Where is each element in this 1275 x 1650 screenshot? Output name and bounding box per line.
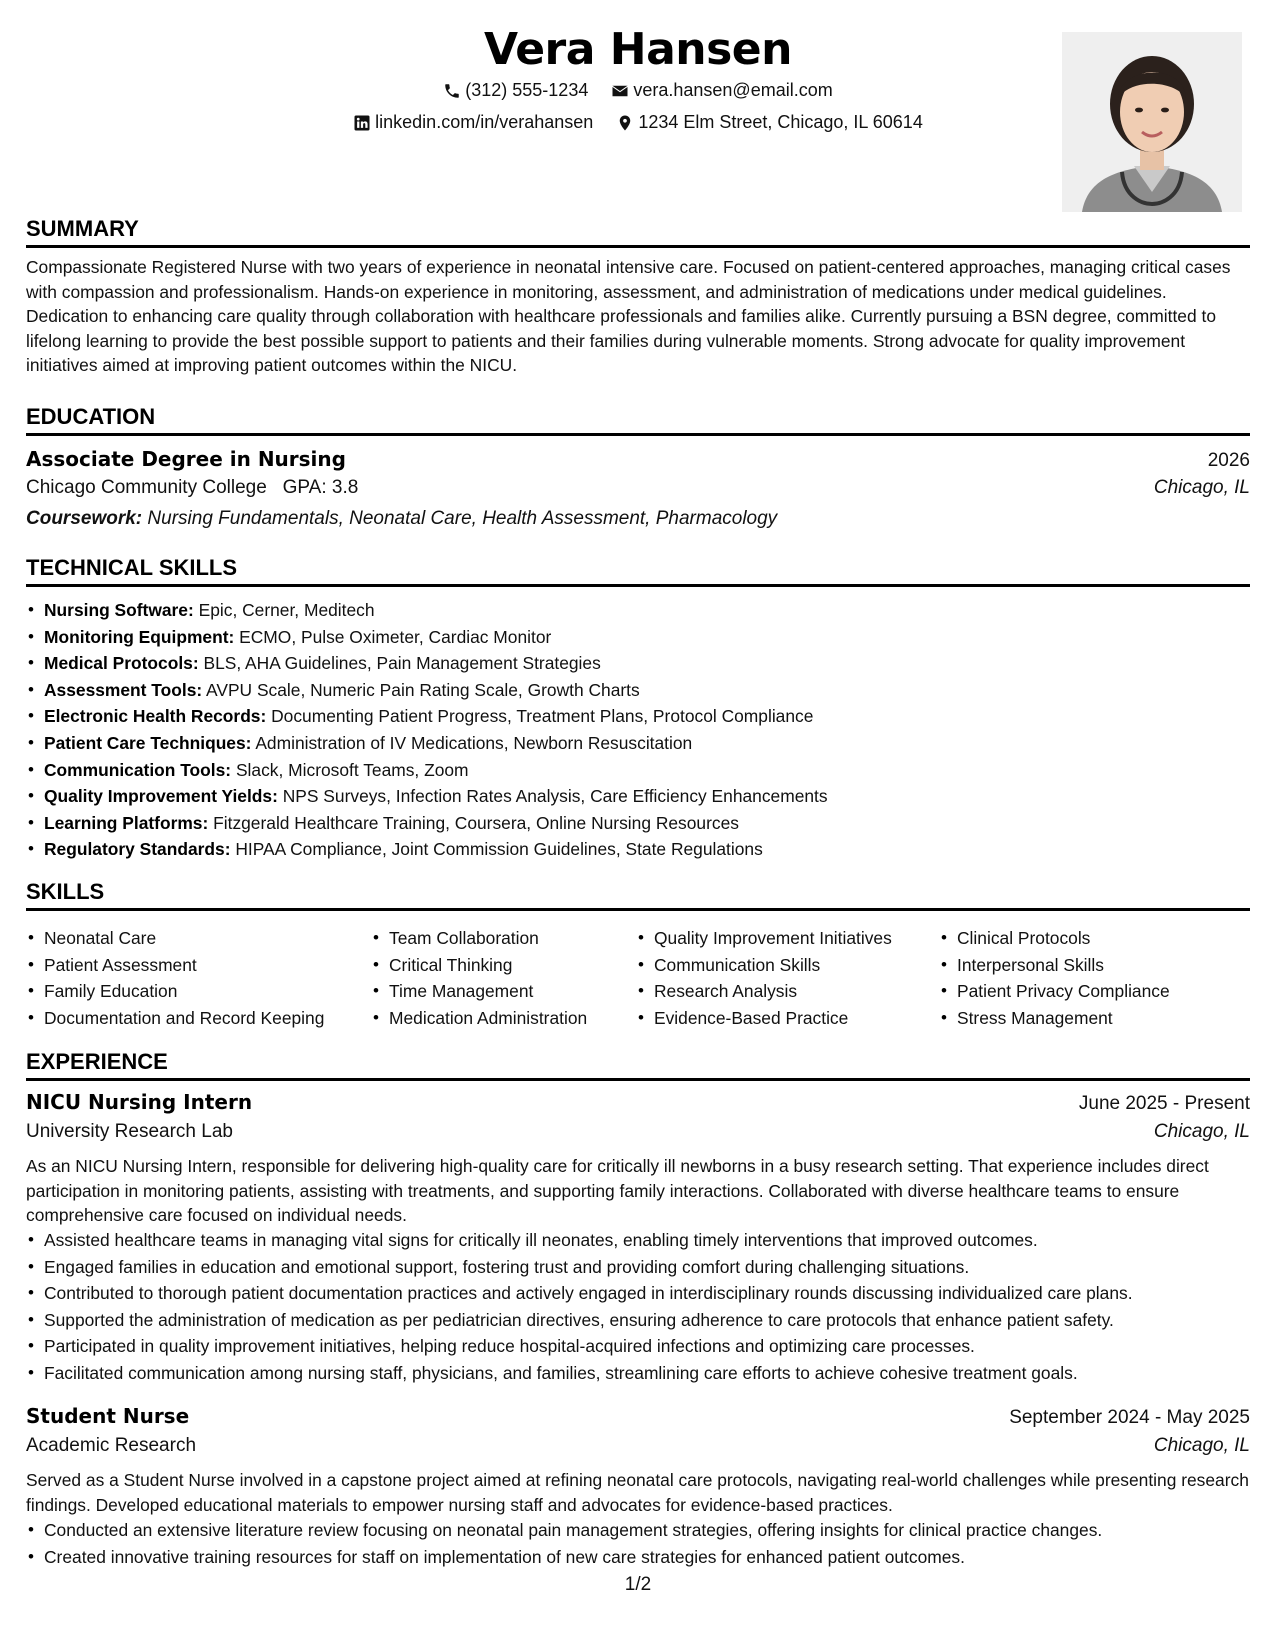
job-1-bullets (26, 1227, 1250, 1387)
list-item: • Team Collaboration (371, 925, 587, 952)
technical-skills-list (26, 597, 1250, 863)
school-location: Chicago, IL (1153, 477, 1250, 498)
job-2-org: Academic Research (26, 1435, 197, 1456)
list-item: • Research Analysis (636, 978, 892, 1005)
list-item: • Supported the administration of medication as per pediatrician directives, ensuring adherence to care protocols that enhance patient safety. (26, 1307, 1250, 1334)
job-2-description: Served as a Student Nurse involved in a capstone project aimed at refining neonatal care protocols, navigating real-world challenges while presenting research findings. Developed educational materials to empower nursing staff and advocates for evidence-based practices. (26, 1470, 1249, 1515)
map-pin-icon (616, 114, 634, 132)
list-item: • Conducted an extensive literature review focusing on neonatal pain management strategies, offering insights for clinical practice changes. (26, 1517, 1250, 1544)
list-item: • Interpersonal Skills (939, 952, 1170, 979)
envelope-icon (611, 82, 629, 100)
education-school-row (26, 477, 1250, 499)
list-item: • Assessment Tools: AVPU Scale, Numeric Pain Rating Scale, Growth Charts (26, 677, 1250, 704)
list-item: • Family Education (26, 978, 324, 1005)
list-item: • Medication Administration (371, 1005, 587, 1032)
skills-heading: SKILLS (26, 879, 1250, 911)
resume-header (26, 20, 1250, 220)
skills-column-2 (371, 925, 587, 1031)
school-info (26, 477, 358, 499)
list-item: • Electronic Health Records: Documenting Patient Progress, Treatment Plans, Protocol Compliance (26, 703, 1250, 730)
list-item: • Critical Thinking (371, 952, 587, 979)
profile-photo (1062, 32, 1242, 212)
list-item: • Time Management (371, 978, 587, 1005)
job-2-role: Student Nurse (26, 1404, 190, 1428)
list-item: • Patient Care Techniques: Administration of IV Medications, Newborn Resuscitation (26, 730, 1250, 757)
list-item: • Communication Tools: Slack, Microsoft Teams, Zoom (26, 757, 1250, 784)
job-1-org: University Research Lab (26, 1121, 233, 1142)
linkedin-icon (353, 114, 371, 132)
phone-contact (443, 80, 588, 101)
job-2-title-row (26, 1404, 1250, 1429)
gpa: GPA: 3.8 (282, 477, 359, 498)
job-1-description: As an NICU Nursing Intern, responsible for delivering high-quality care for critically ill newborns in a busy research setting. That experience includes direct participation in monitoring patients, assisting with treatments, and supporting family interactions. Collaborated with diverse healthcare teams to ensure comprehensive care focused on individual needs. (26, 1156, 1209, 1226)
education-heading: EDUCATION (26, 404, 1250, 436)
list-item: • Learning Platforms: Fitzgerald Healthcare Training, Coursera, Online Nursing Resources (26, 810, 1250, 837)
job-2-dates: September 2024 - May 2025 (1009, 1407, 1250, 1428)
phone-icon (443, 82, 461, 100)
list-item: • Nursing Software: Epic, Cerner, Meditech (26, 597, 1250, 624)
list-item: • Documentation and Record Keeping (26, 1005, 324, 1032)
address-contact (616, 112, 923, 133)
list-item: • Contributed to thorough patient documentation practices and actively engaged in interdisciplinary rounds discussing individualized care plans. (26, 1280, 1250, 1307)
list-item: • Stress Management (939, 1005, 1170, 1032)
list-item: • Assisted healthcare teams in managing vital signs for critically ill neonates, enabling timely interventions that improved outcomes. (26, 1227, 1250, 1254)
list-item: • Created innovative training resources for staff on implementation of new care strategies for enhanced patient outcomes. (26, 1544, 1250, 1571)
list-item: • Clinical Protocols (939, 925, 1170, 952)
job-1-title-row (26, 1090, 1250, 1115)
summary-text: Compassionate Registered Nurse with two years of experience in neonatal intensive care. Focused on patient-centered approaches, managing critical cases with compassion and professionalism. Hands-on experience in monitoring, assessment, and administration of medications under medical guidelines. Dedication to enhancing care quality through collaboration with healthcare professionals and families alike. Currently pursuing a BSN degree, committed to lifelong learning to provide the best possible support to patients and their families during vulnerable moments. Strong advocate for quality improvement initiatives aimed at improving patient outcomes within the NICU. (26, 257, 1231, 376)
school-name: Chicago Community College (26, 477, 267, 498)
list-item: • Quality Improvement Yields: NPS Surveys, Infection Rates Analysis, Care Efficiency Enhancements (26, 783, 1250, 810)
skills-column-3 (636, 925, 892, 1031)
coursework-list: Nursing Fundamentals, Neonatal Care, Health Assessment, Pharmacology (147, 508, 778, 529)
list-item: • Engaged families in education and emotional support, fostering trust and providing comfort during challenging situations. (26, 1254, 1250, 1281)
job-1-org-row (26, 1121, 1250, 1143)
list-item: • Regulatory Standards: HIPAA Compliance, Joint Commission Guidelines, State Regulations (26, 836, 1250, 863)
technical-skills-heading: TECHNICAL SKILLS (26, 555, 1250, 587)
job-1-role: NICU Nursing Intern (26, 1090, 253, 1114)
skills-column-1 (26, 925, 324, 1031)
job-2-location: Chicago, IL (1153, 1435, 1250, 1456)
page-number: 1/2 (624, 1574, 652, 1595)
list-item: • Communication Skills (636, 952, 892, 979)
list-item: • Facilitated communication among nursing staff, physicians, and families, streamlining care efforts to achieve cohesive treatment goals. (26, 1360, 1250, 1387)
candidate-name: Vera Hansen (484, 24, 792, 75)
resume-page (26, 0, 1250, 1650)
phone-text: (312) 555-1234 (465, 80, 589, 100)
job-1-location: Chicago, IL (1153, 1121, 1250, 1142)
list-item: • Monitoring Equipment: ECMO, Pulse Oximeter, Cardiac Monitor (26, 624, 1250, 651)
list-item: • Patient Privacy Compliance (939, 978, 1170, 1005)
address-text: 1234 Elm Street, Chicago, IL 60614 (638, 112, 923, 132)
job-2-bullets (26, 1517, 1250, 1570)
skills-column-4 (939, 925, 1170, 1031)
list-item: • Patient Assessment (26, 952, 324, 979)
coursework-label: Coursework: (26, 508, 143, 529)
linkedin-contact[interactable] (353, 112, 593, 133)
email-contact[interactable] (611, 80, 832, 101)
job-2-org-row (26, 1435, 1250, 1457)
list-item: • Medical Protocols: BLS, AHA Guidelines, Pain Management Strategies (26, 650, 1250, 677)
list-item: • Neonatal Care (26, 925, 324, 952)
graduation-year: 2026 (1207, 450, 1250, 471)
list-item: • Evidence-Based Practice (636, 1005, 892, 1032)
job-1-dates: June 2025 - Present (1078, 1093, 1250, 1114)
experience-heading: EXPERIENCE (26, 1049, 1250, 1081)
linkedin-text[interactable]: linkedin.com/in/verahansen (375, 112, 594, 132)
summary-heading: SUMMARY (26, 216, 1250, 248)
list-item: • Participated in quality improvement initiatives, helping reduce hospital-acquired infections and optimizing care processes. (26, 1333, 1250, 1360)
education-degree-row (26, 447, 1250, 472)
coursework (26, 508, 1250, 530)
degree-name: Associate Degree in Nursing (26, 447, 346, 471)
email-text[interactable]: vera.hansen@email.com (633, 80, 833, 100)
list-item: • Quality Improvement Initiatives (636, 925, 892, 952)
